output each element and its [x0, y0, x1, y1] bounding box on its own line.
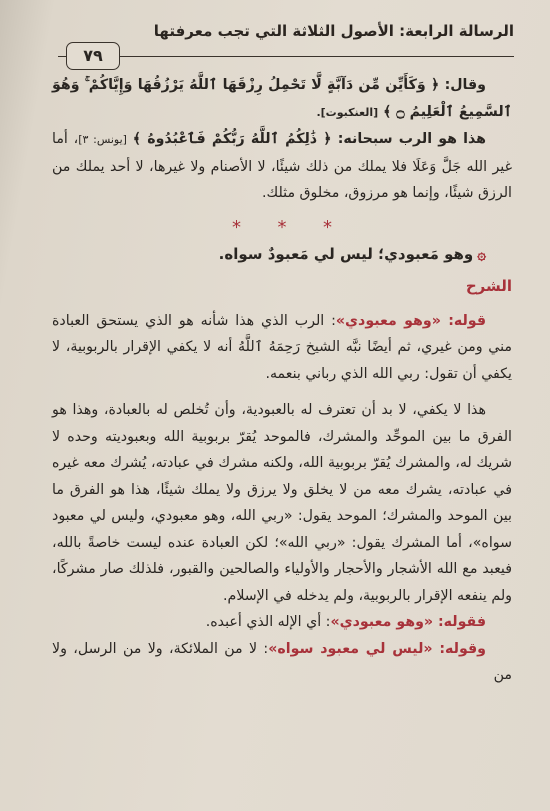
- lord-paragraph: [52, 126, 512, 207]
- page-number: ٧٩: [66, 42, 120, 70]
- separator-star: *: [231, 216, 241, 238]
- paragraph-gap: [52, 387, 512, 397]
- page-body: [52, 72, 512, 689]
- separator-star: *: [323, 216, 333, 238]
- lord-explanation: ، أما غير الله جَلَّ وَعَلَا فلا يملك من ذلك شيئًا، لا الأصنام ولا غيرها، لا أحد يملك من الرزق شيئًا، وإنما هو مرزوق، مخلوق مثلك.: [52, 131, 512, 201]
- verse-text: وقال: ﴿ وَكَأَيِّن مِّن دَآبَّةٍ لَّا تَحْمِلُ رِزْقَهَا ٱللَّهُ يَرْزُقُهَا وَإِيَّاكُمْ ۚ وَهُوَ ٱلسَّمِيعُ ٱلْعَلِيمُ ۝ ﴾: [52, 77, 512, 120]
- running-title: الرسالة الرابعة: الأصول الثلاثة التي تجب معرفتها: [153, 22, 514, 40]
- matn-bullet-icon: ۞: [477, 244, 486, 263]
- commentary-text: : لا من الملائكة، ولا من الرسل، ولا من: [52, 640, 512, 683]
- commentary-paragraph-1: [52, 308, 512, 388]
- commentary-paragraph-2: [52, 397, 512, 609]
- verse-paragraph: [52, 72, 512, 126]
- quote-key: فقوله: «وهو معبودي»: [330, 614, 486, 630]
- separator-star: *: [277, 216, 287, 238]
- verse-reference: [العنكبوت].: [316, 105, 379, 119]
- commentary-text: : الرب الذي هذا شأنه هو الذي يستحق العبادة مني ومن غيري، ثم أيضًا نبَّه الشيخ رَحِمَهُ ٱللَّهُ أنه لا يكفي الإقرار بالربوبية، لا يكفي أن تقول: ربي الله الذي رباني بنعمه.: [52, 312, 512, 382]
- quote-key: وقوله: «ليس لي معبود سواه»: [268, 640, 486, 657]
- lord-verse-reference: [يونس: ٣]: [78, 133, 127, 146]
- section-separator: [52, 215, 512, 237]
- lord-verse: هذا هو الرب سبحانه: ﴿ ذَٰلِكُمُ ٱللَّهُ رَبُّكُمْ فَٱعْبُدُوهُ ﴾: [132, 131, 487, 147]
- matn-line: [52, 241, 512, 268]
- commentary-paragraph-3: [52, 609, 512, 636]
- commentary-paragraph-4: [52, 636, 512, 689]
- quote-key: قوله: «وهو معبودي»: [335, 312, 486, 329]
- header-rule: [58, 56, 514, 57]
- sharh-heading: الشرح: [465, 277, 512, 295]
- page-header: [58, 22, 514, 68]
- commentary-text: هذا لا يكفي، لا بد أن تعترف له بالعبودية، وأن تُخلص له بالعبادة، وهذا هو الفرق ما بين الموحِّد والمشرك، فالموحد يُقرّ بربوبية الله وبعبوديته وحده لا شريك له، والمشرك يُقرّ بربوبية الله، ولكنه مشرك في عبادته، يُشرك معه غيره في عبادته، يشرك معه من لا يخلق ولا يرزق ولا يملك شيئًا، هذا هو الفرق ما بين الموحد والمشرك؛ الموحد يقول: «ربي الله، وهو معبودي، وليس لي معبود سواه»، أما المشرك يقول: «ربي الله»؛ لكن العبادة عنده ليست خاصةً بالله، فيعبد مع الله الأشجار والأحجار والأولياء والصالحين والقبور، فلذلك صار مشركًا، ولم ينفعه الإقرار بالربوبية، ولم يدخله في الإسلام.: [52, 402, 512, 604]
- commentary-text: : أي الإله الذي أعبده.: [205, 614, 331, 630]
- matn-text: وهو مَعبودي؛ ليس لي مَعبودٌ سواه.: [218, 244, 474, 263]
